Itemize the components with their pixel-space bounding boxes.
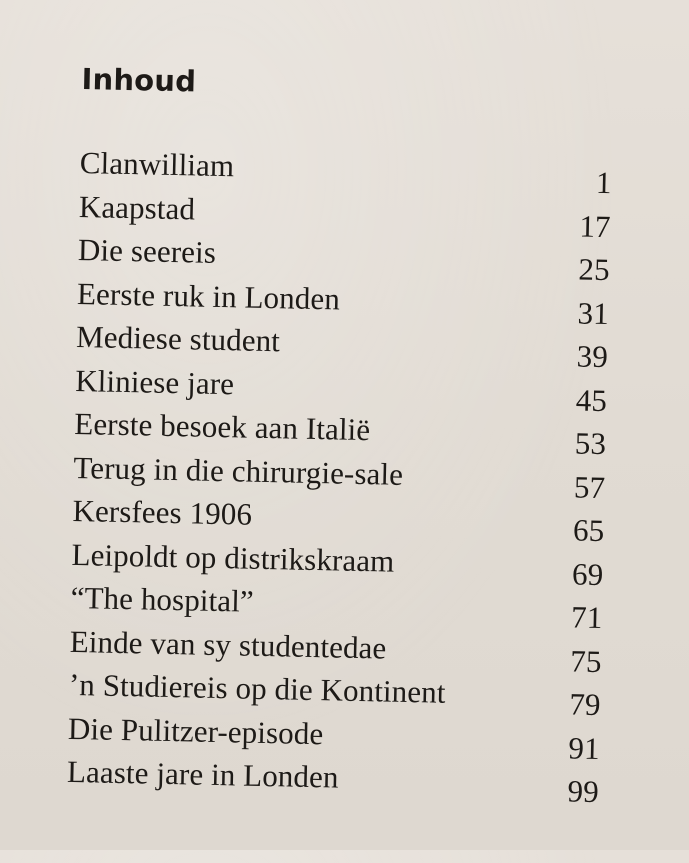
toc-entry-title: Kliniese jare [74, 362, 235, 401]
toc-entry-title: Einde van sy studentedae [69, 623, 387, 666]
table-of-contents [67, 145, 613, 808]
toc-entry-title: Laaste jare in Londen [66, 753, 339, 795]
toc-entry-title: Die Pulitzer-episode [67, 710, 324, 751]
toc-entry-page: 79 [569, 686, 601, 723]
toc-entry-page: 65 [572, 512, 605, 549]
toc-entry-title: Kersfees 1906 [72, 492, 253, 532]
toc-entry-page: 53 [574, 425, 607, 462]
toc-entry-title: Die seereis [77, 232, 217, 270]
toc-entry-page: 71 [570, 599, 603, 636]
toc-entry-page: 99 [567, 773, 600, 810]
toc-entry-title: Mediese student [75, 318, 281, 359]
toc-entry-title: Kaapstad [78, 188, 196, 226]
toc-entry-title: Eerste besoek aan Italië [74, 405, 371, 448]
toc-entry-title: Eerste ruk in Londen [76, 275, 341, 316]
toc-entry-title: “The hospital” [70, 579, 255, 619]
toc-entry-page: 45 [575, 381, 608, 418]
toc-entry-page: 25 [578, 251, 611, 288]
toc-entry-title: ’n Studiereis op die Kontinent [68, 666, 446, 710]
toc-entry-page: 39 [576, 338, 609, 375]
toc-entry-page: 31 [577, 294, 610, 331]
toc-entry-title: Clanwilliam [79, 145, 235, 184]
toc-entry-page: 91 [568, 729, 601, 766]
toc-entry-title: Leipoldt op distrikskraam [71, 536, 395, 579]
toc-entry-page: 1 [595, 164, 612, 201]
toc-heading: Inhoud [81, 62, 197, 99]
toc-entry-page: 69 [571, 555, 604, 592]
toc-entry-title: Terug in die chirurgie-sale [73, 449, 404, 492]
toc-entry-page: 75 [569, 642, 602, 679]
toc-entry-page: 17 [579, 207, 612, 244]
toc-entry-page: 57 [573, 468, 606, 505]
